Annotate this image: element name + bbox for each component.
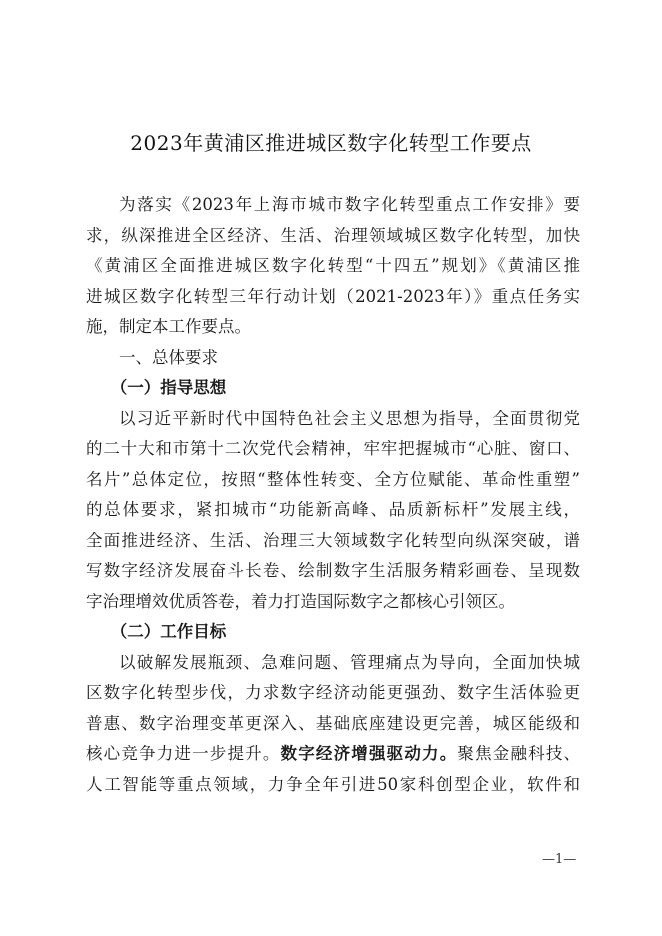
text-line: 施，制定本工作要点。 — [86, 317, 251, 336]
page-number: —1— — [542, 852, 577, 867]
document-body — [86, 190, 580, 800]
intro-paragraph — [86, 190, 580, 343]
bold-keyphrase: 数字经济增强驱动力。 — [280, 744, 458, 763]
text-line: 区数字化转型步伐，力求数字经济动能更强劲、数字生活体验更 — [86, 683, 580, 702]
document-title: 2023年黄浦区推进城区数字化转型工作要点 — [130, 131, 532, 155]
text-line: 普惠、数字治理变革更深入、基础底座建设更完善，城区能级和 — [86, 713, 580, 733]
text-line: 进城区数字化转型三年行动计划（2021-2023年）》重点任务实 — [86, 286, 580, 306]
text-line: 以习近平新时代中国特色社会主义思想为指导，全面贯彻党 — [119, 408, 580, 428]
subsection-heading-work-goals: （二）工作目标 — [110, 622, 227, 641]
text-line: 求，纵深推进全区经济、生活、治理领域城区数字化转型，加快 — [86, 225, 580, 245]
text-segment: 核心竞争力进一步提升。 — [86, 744, 281, 763]
text-line: 为落实《2023年上海市城市数字化转型重点工作安排》要 — [119, 195, 580, 214]
text-line: 人工智能等重点领域，力争全年引进50家科创型企业，软件和 — [86, 774, 580, 794]
text-line: 写数字经济发展奋斗长卷、绘制数字生活服务精彩画卷、呈现数 — [86, 561, 580, 580]
text-line: 以破解发展瓶颈、急难问题、管理痛点为导向，全面加快城 — [119, 652, 580, 672]
guiding-ideology-paragraph — [86, 404, 580, 618]
subsection-heading-guiding-ideology: （一）指导思想 — [110, 378, 227, 397]
text-line — [86, 739, 580, 770]
text-segment: 聚焦金融科技、 — [457, 744, 581, 763]
text-line: 字治理增效优质答卷，着力打造国际数字之都核心引领区。 — [86, 591, 515, 611]
work-goals-paragraph — [86, 648, 580, 801]
text-line: 的总体要求，紧扣城市“功能新高峰、品质新标杆”发展主线， — [86, 500, 580, 519]
text-line: 《黄浦区全面推进城区数字化转型“十四五”规划》《黄浦区推 — [86, 256, 580, 275]
text-line: 全面推进经济、生活、治理三大领域数字化转型向纵深突破，谱 — [86, 530, 580, 550]
text-line: 名片”总体定位，按照“整体性转变、全方位赋能、革命性重塑” — [86, 469, 580, 489]
text-line: 的二十大和市第十二次党代会精神，牢牢把握城市“心脏、窗口、 — [86, 439, 580, 458]
section-heading-general-requirements: 一、总体要求 — [119, 347, 218, 367]
